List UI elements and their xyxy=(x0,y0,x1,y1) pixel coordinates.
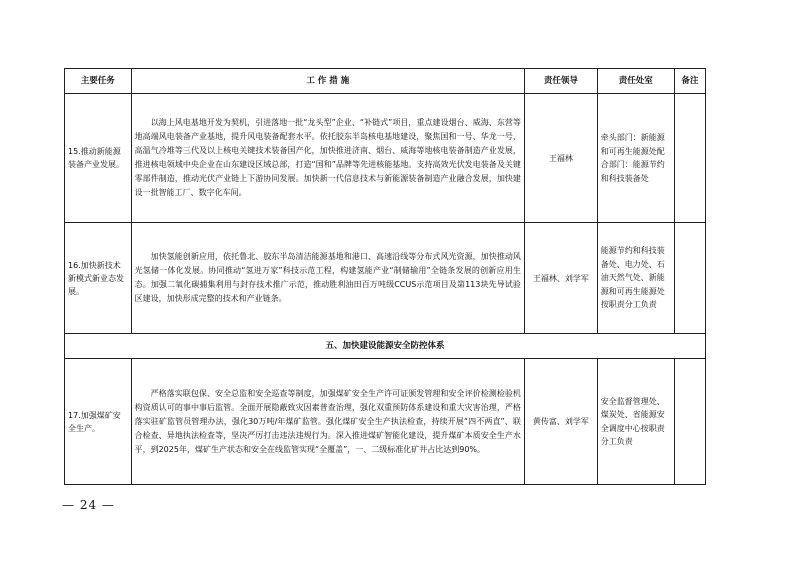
task-table xyxy=(64,68,706,485)
office-cell: 牵头部门：新能源和可再生能源处配合部门：能源节约和科技装备处 xyxy=(597,94,674,223)
section-title: 五、加快建设能源安全防控体系 xyxy=(65,334,706,359)
page-number: — 24 — xyxy=(62,498,115,512)
table-row xyxy=(65,359,706,485)
section-row xyxy=(65,334,706,359)
measure-text: 以海上风电基地开发为契机，引进落地一批“龙头型”企业、“补链式”项目，重点建设烟台、威海、东营等地高端风电装备产业基地，提升风电装备配套水平。依托胶东半岛核电基地建设，聚焦国和一号、华龙一号、高温气冷堆等三代及以上核电关键技术装备国产化，加快推进济南、烟台、威海等地核电装备制造产业发展，推进核电领域中央企业在山东建设区域总部，打造“国和”品牌等先进核能基地。支持高效光伏发电装备及关键零部件制造，推动光伏产业链上下游协同发展。加快新一代信息技术与新能源装备制造产业融合发展，加快建设一批智能工厂、数字化车间。 xyxy=(134,118,521,197)
task-cell: 15.推动新能源装备产业发展。 xyxy=(65,94,132,223)
header-measures: 工 作 措 施 xyxy=(131,69,524,94)
header-task: 主要任务 xyxy=(65,69,132,94)
table-header-row xyxy=(65,69,706,94)
leader-cell: 黄传富、刘学军 xyxy=(524,359,597,485)
leader-cell: 王福林、刘学军 xyxy=(524,223,597,334)
note-cell xyxy=(674,223,705,334)
table-row xyxy=(65,223,706,334)
task-cell: 16.加快新技术新模式新业态发展。 xyxy=(65,223,132,334)
measure-cell xyxy=(131,359,524,485)
office-cell: 能源节约和科技装备处、电力处、石油天然气处、新能源和可再生能源处按职责分工负责 xyxy=(597,223,674,334)
office-cell: 安全监督管理处、煤炭处、省能源安全调度中心按职责分工负责 xyxy=(597,359,674,485)
header-leader: 责任领导 xyxy=(524,69,597,94)
header-office: 责任处室 xyxy=(597,69,674,94)
measure-text: 加快氢能创新应用，依托鲁北、胶东半岛清洁能源基地和港口、高速沿线等分布式风光资源，加快推动风光氢储一体化发展。协同推动“氢进万家”科技示范工程，构建氢能产业“制储输用”全链条发展的创新应用生态。加强二氧化碳捕集利用与封存技术推广示范，推动胜利油田百万吨级CCUS示范项目及第113块先导试验区建设，加快形成完整的技术和产业链条。 xyxy=(134,252,521,303)
measure-cell xyxy=(131,223,524,334)
header-note: 备注 xyxy=(674,69,705,94)
note-cell xyxy=(674,359,705,485)
note-cell xyxy=(674,94,705,223)
measure-cell xyxy=(131,94,524,223)
task-cell: 17.加强煤矿安全生产。 xyxy=(65,359,132,485)
leader-cell: 王福林 xyxy=(524,94,597,223)
measure-text: 严格落实联包保、安全总监和安全巡查等制度，加强煤矿安全生产许可证颁发管理和安全评价检测检验机构资质认可的事中事后监管。全面开展隐蔽致灾因素普查治理，强化双重预防体系建设和重大灾害治理，严格落实驻矿监管员管理办法，强化30万吨/年煤矿监管。强化煤矿安全生产执法检查，持续开展“四不两直”、联合检查、异地执法检查等，坚决严厉打击违法违规行为。深入推进煤矿智能化建设，提升煤矿本质安全生产水平，到2025年，煤矿生产状态和安全在线监管实现“全覆盖”，一、二级标准化矿井占比达到90%。 xyxy=(134,388,521,454)
table-row xyxy=(65,94,706,223)
